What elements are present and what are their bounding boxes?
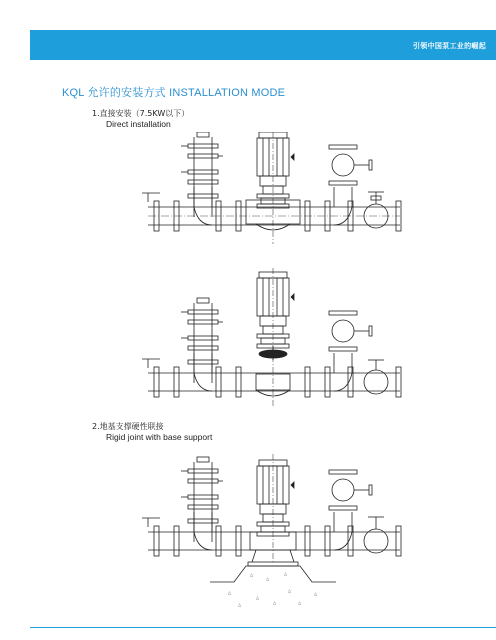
header-slogan: 引领中国泵工业的崛起 — [413, 42, 486, 50]
svg-text:△: △ — [256, 595, 260, 600]
svg-text:△: △ — [250, 572, 254, 577]
rigid-joint-base-support — [138, 454, 408, 619]
page-title: KQL 允许的安装方式 INSTALLATION MODE — [62, 87, 286, 99]
svg-text:△: △ — [228, 590, 232, 595]
svg-text:△: △ — [238, 602, 242, 607]
section-title-en: Rigid joint with base support — [106, 432, 213, 442]
svg-text:△: △ — [298, 600, 302, 605]
section-title-cn: 直接安装（7.5KW以下） — [99, 109, 190, 118]
section-title-cn: 地基支撑硬性联接 — [99, 422, 164, 431]
direct-installation-assembled — [138, 132, 408, 244]
svg-text:△: △ — [284, 571, 288, 576]
header-banner — [30, 30, 496, 60]
svg-text:△: △ — [273, 600, 277, 605]
svg-text:△: △ — [266, 576, 270, 581]
svg-text:△: △ — [288, 588, 292, 593]
section-title-en: Direct installation — [106, 119, 171, 129]
section-direct-installation — [92, 109, 189, 129]
section-number: 1. — [92, 109, 100, 118]
section-rigid-joint — [92, 422, 212, 442]
section-number: 2. — [92, 422, 100, 431]
footer-rule — [30, 627, 496, 628]
direct-installation-exploded — [138, 268, 408, 408]
svg-text:△: △ — [314, 591, 318, 596]
